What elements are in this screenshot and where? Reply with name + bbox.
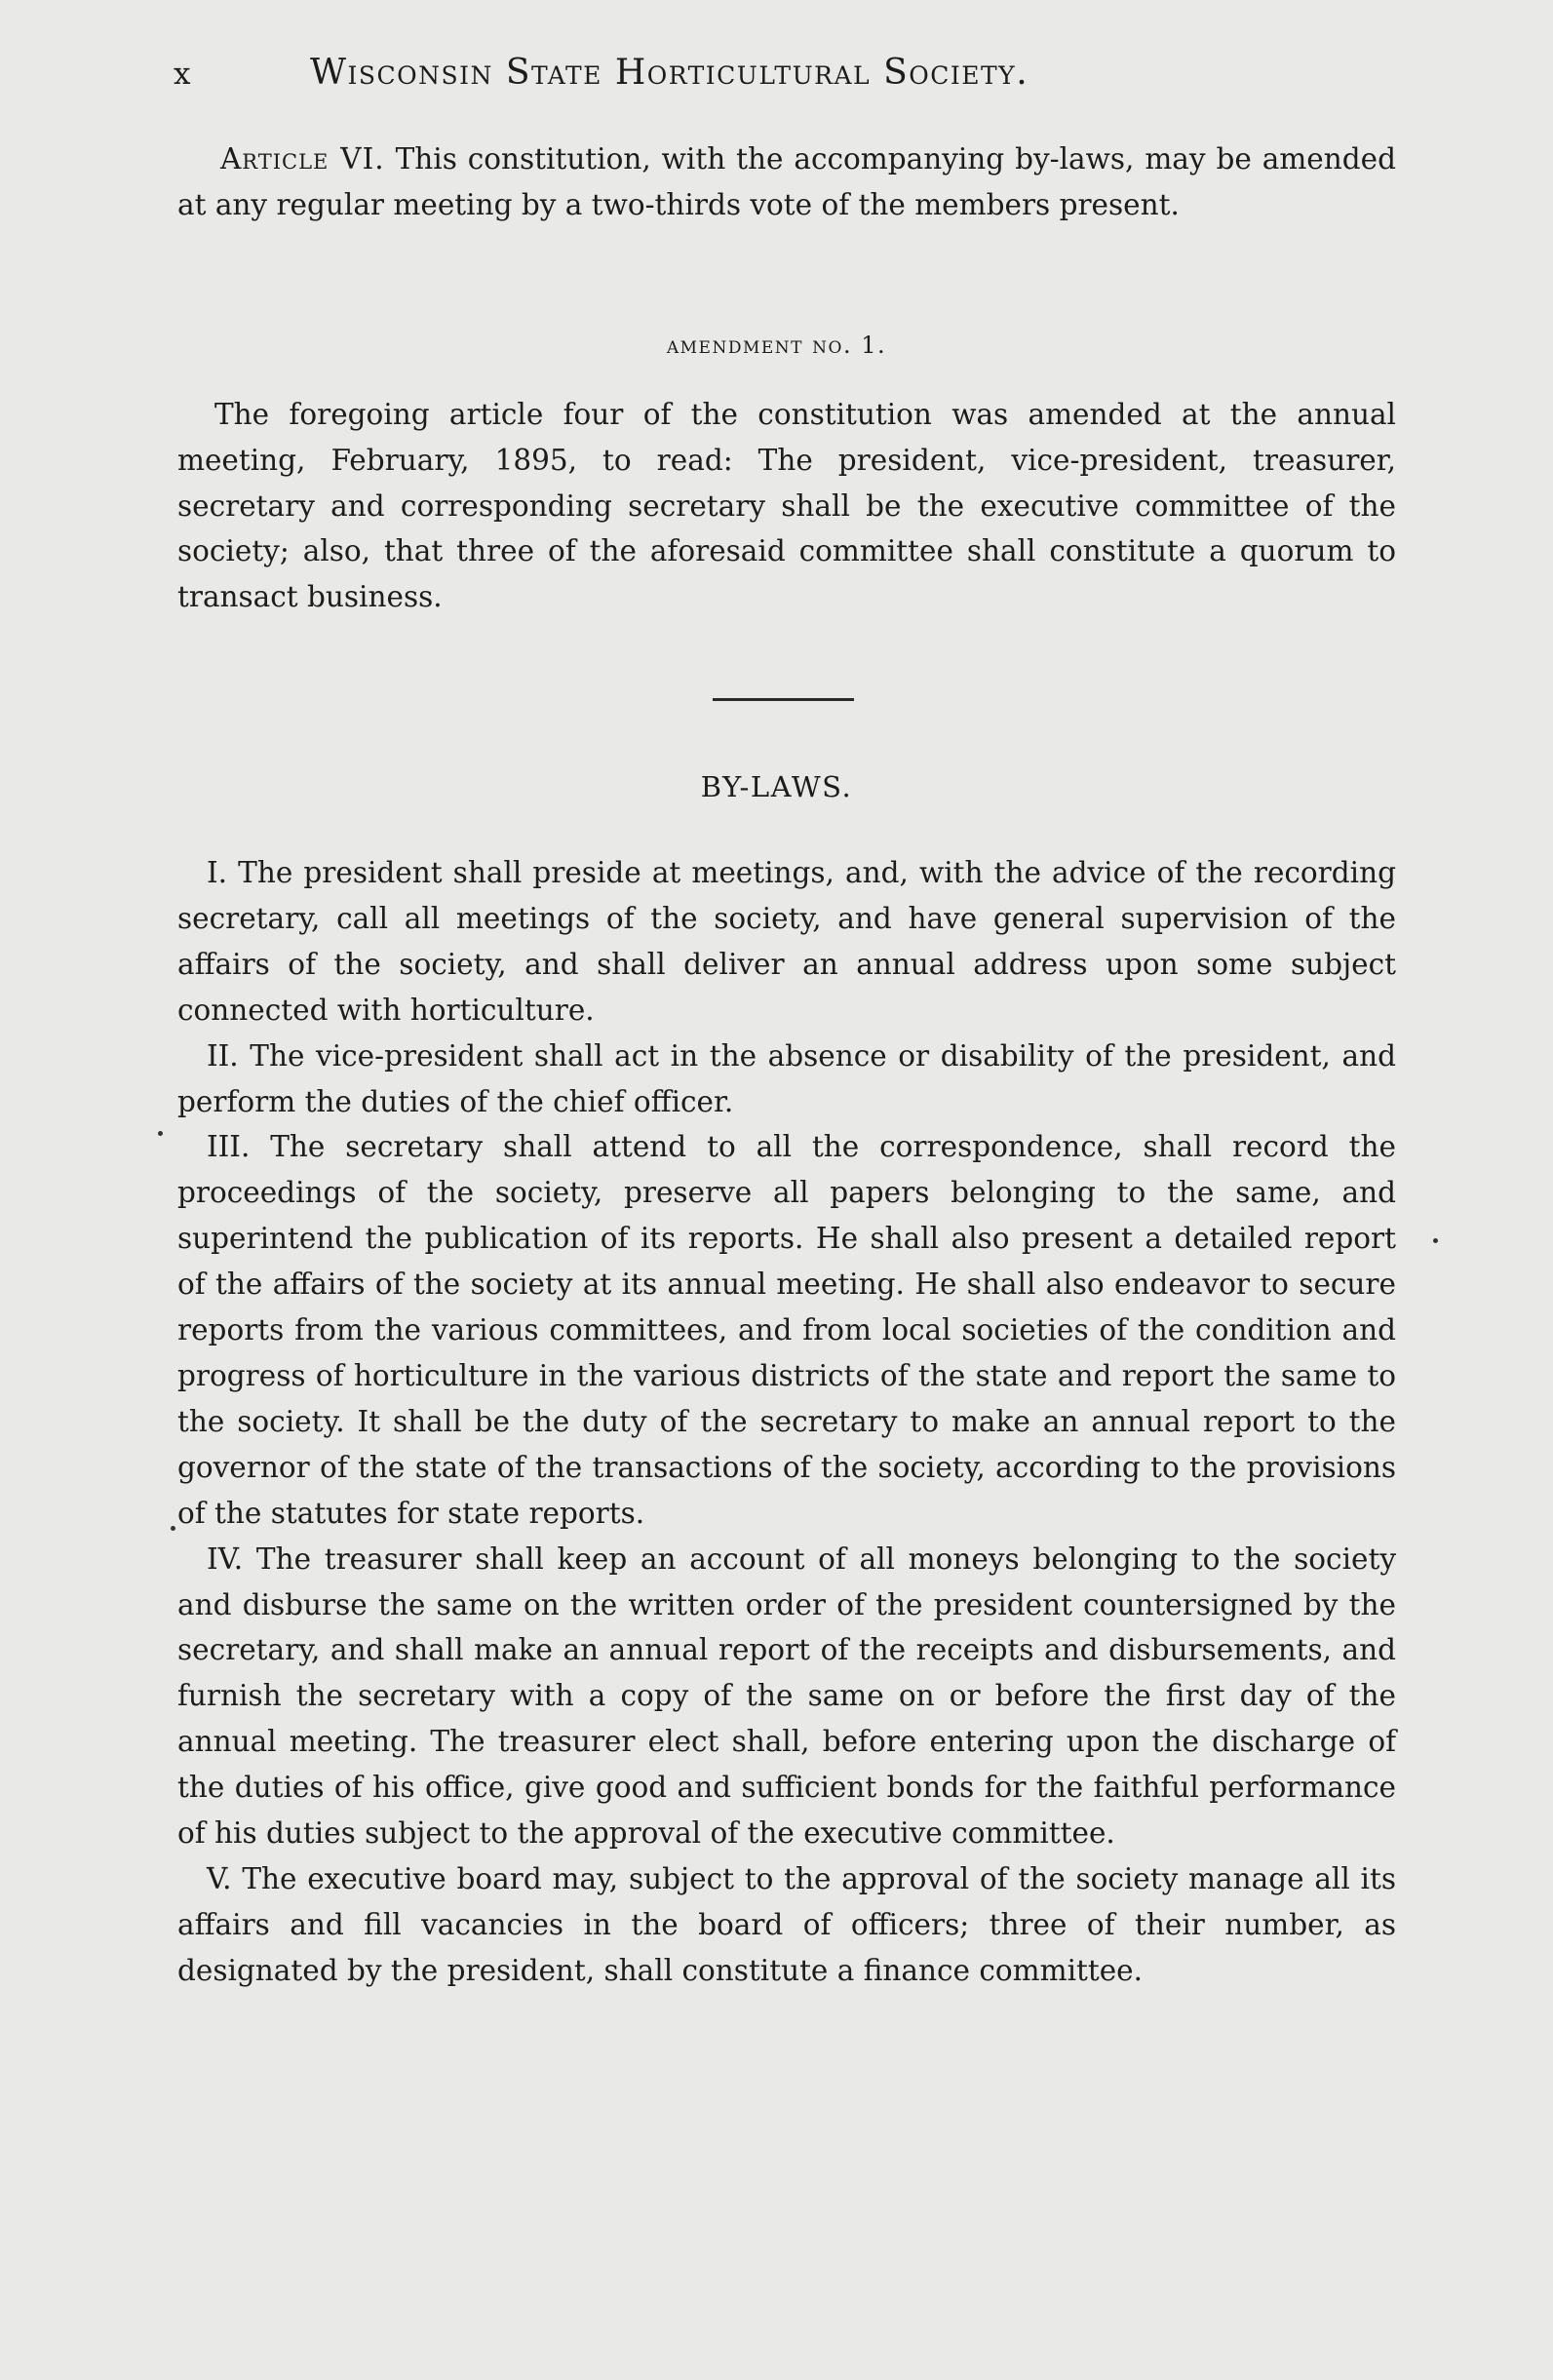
page-header	[174, 49, 1392, 107]
article-vi-label: Article VI.	[220, 142, 385, 176]
article-vi-text: This constitution, with the accompanying by-laws, may be amended at any regular meeting by a two-thirds vote of the members present.	[177, 142, 1396, 221]
bylaw-numeral: II.	[207, 1038, 239, 1073]
bylaw-item	[177, 850, 1396, 1034]
bylaw-text: The secretary shall attend to all the correspondence, shall record the proceedings of the society, preserve all papers belonging to the same, and superintend the publication of its reports. He shall also present a detailed report of the affairs of the society at its annual meeting. He shall also endeavor to secure reports from the various committees, and from local societies of the condition and progress of horticulture in the various districts of the state and report the same to the society. It shall be the duty of the secretary to make an annual report to the governor of the state of the transactions of the society, according to the provisions of the statutes for state reports.	[177, 1130, 1396, 1530]
bylaw-item	[177, 1537, 1396, 1856]
bylaw-item	[177, 1124, 1396, 1536]
scan-speck	[171, 1526, 175, 1531]
bylaw-numeral: IV.	[207, 1541, 244, 1576]
bylaw-text: The executive board may, subject to the approval of the society manage all its affairs and fill vacancies in the board of officers; three of their number, as designated by the president, shall constitute a finance committee.	[177, 1861, 1396, 1987]
page-number: x	[174, 57, 192, 92]
scan-speck	[158, 1131, 163, 1136]
amendment-paragraph: The foregoing article four of the constitution was amended at the annual meeting, February, 1895, to read: The president, vice-president, treasurer, secretary and corresponding secretary shall be the executive committee of the society; also, that three of the aforesaid committee shall constitute a quorum to transact business.	[177, 398, 1396, 614]
bylaws-list	[177, 850, 1396, 1994]
amendment-heading: amendment no. 1.	[666, 332, 887, 359]
bylaws-heading: BY-LAWS.	[700, 770, 853, 803]
scan-speck	[1433, 1238, 1438, 1243]
bylaw-item	[177, 1034, 1396, 1125]
section-divider	[713, 698, 854, 701]
bylaw-numeral: I.	[207, 856, 228, 889]
bylaw-numeral: III.	[207, 1130, 251, 1164]
running-title: Wisconsin State Horticultural Society.	[310, 53, 1029, 93]
article-vi-paragraph	[177, 137, 1396, 228]
bylaw-text: The treasurer shall keep an account of all moneys belonging to the society and disburse the same on the written order of the president countersigned by the secretary, and shall make an annual report of the receipts and disbursements, and furnish the secretary with a copy of the same on or before the first day of the annual meeting. The treasurer elect shall, before entering upon the discharge of the duties of his office, give good and sufficient bonds for the faithful performance of his duties subject to the approval of the executive committee.	[177, 1541, 1396, 1851]
bylaw-text: The president shall preside at meetings, and, with the advice of the recording secretary, call all meetings of the society, and have general supervision of the affairs of the society, and shall deliver an annual address upon some subject connected with horticulture.	[177, 856, 1396, 1027]
bylaw-text: The vice-president shall act in the absence or disability of the president, and perform the duties of the chief officer.	[177, 1038, 1396, 1118]
bylaw-numeral: V.	[207, 1861, 232, 1895]
bylaw-item	[177, 1856, 1396, 1994]
